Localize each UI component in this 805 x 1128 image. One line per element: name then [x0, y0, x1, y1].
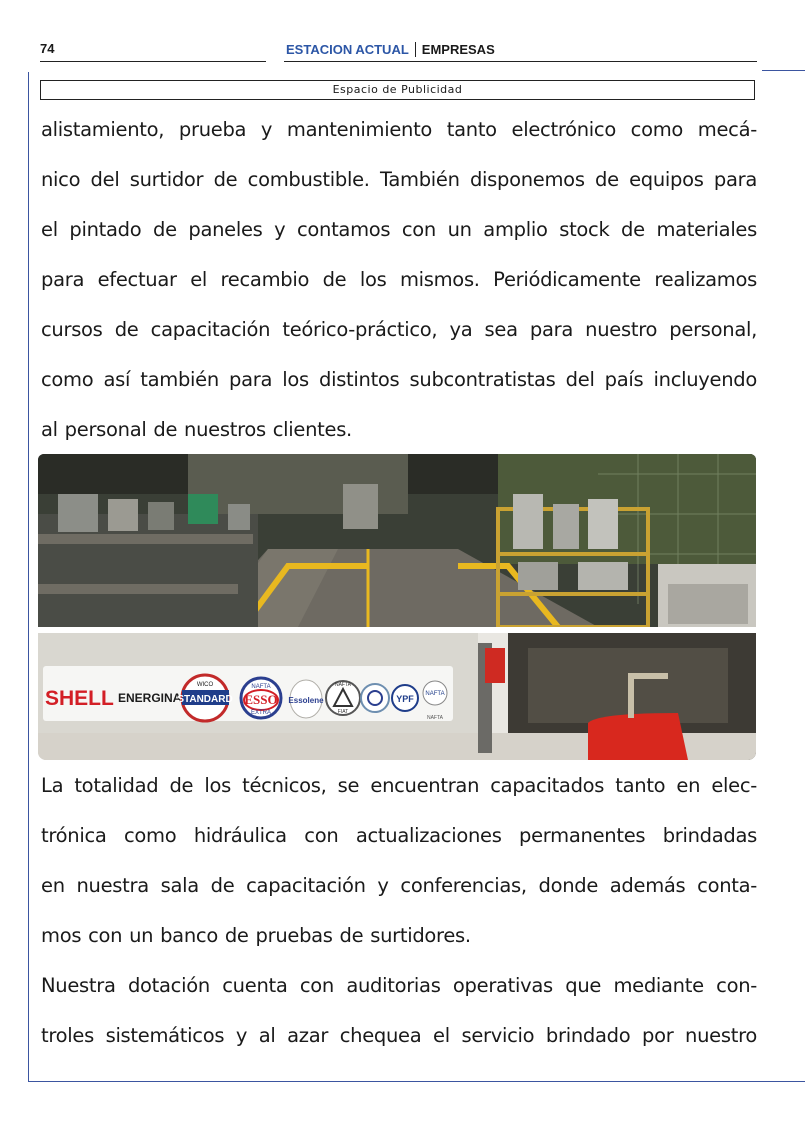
paragraph-1 — [41, 105, 757, 455]
paragraph-line: el pintado de paneles y contamos con un amplio stock de materiales — [41, 218, 757, 241]
ypf-logo — [392, 685, 418, 711]
workshop-photo — [38, 454, 756, 627]
nafta-fiat-logo-small: FIAT — [337, 709, 349, 715]
page-number: 74 — [40, 41, 55, 56]
section-subtitle: EMPRESAS — [421, 42, 495, 57]
nafta-fiat-logo-text: NAFTA — [334, 682, 352, 688]
header-rule-left — [40, 61, 266, 62]
paragraph-line: Nuestra dotación cuenta con auditorias operativas que mediante con- — [41, 974, 757, 997]
paragraph-line: en nuestra sala de capacitación y conferencias, donde además conta- — [41, 874, 757, 897]
nafta-ypf-logo-text: NAFTA — [425, 691, 445, 697]
shell-logo: SHELL — [45, 687, 114, 710]
standard-logo-small: WICO — [196, 682, 214, 688]
paragraph-3 — [41, 961, 757, 1061]
brand-logos-overlay — [38, 633, 478, 760]
essolene-logo-text: Essolene — [288, 696, 324, 705]
nafta-fiat-logo — [326, 681, 360, 715]
paragraph-line: alistamiento, prueba y mantenimiento tanto electrónico como mecá- — [41, 118, 757, 141]
section-title: ESTACION ACTUAL — [286, 42, 409, 57]
gas-del-estado-logo — [361, 684, 389, 712]
paragraph-line: trónica como hidráulica con actualizaciones permanentes brindadas — [41, 824, 757, 847]
nafta-ypf-logo-small: NAFTA — [426, 715, 444, 721]
paragraph-line: mos con un banco de pruebas de surtidores. — [41, 924, 471, 947]
workshop-photo-drawing — [38, 454, 756, 627]
standard-logo-text: STANDARD — [177, 694, 233, 705]
paragraph-line: cursos de capacitación teórico-práctico, ya sea para nuestro personal, — [41, 318, 757, 341]
header-separator — [415, 42, 416, 57]
frame-line-left — [28, 72, 29, 1082]
advertising-label: Espacio de Publicidad — [40, 80, 755, 100]
ypf-logo-text: YPF — [396, 694, 414, 704]
paragraph-line: al personal de nuestros clientes. — [41, 418, 352, 441]
header-rule-right — [284, 61, 757, 62]
energina-logo: ENERGINA — [118, 691, 182, 705]
frame-line-top — [762, 70, 805, 71]
paragraph-line: La totalidad de los técnicos, se encuentran capacitados tanto en elec- — [41, 774, 757, 797]
paragraph-line: nico del surtidor de combustible. También disponemos de equipos para — [41, 168, 757, 191]
paragraph-line: para efectuar el recambio de los mismos. Periódicamente realizamos — [41, 268, 757, 291]
paragraph-2 — [41, 761, 757, 961]
frame-line-bottom — [28, 1081, 805, 1082]
esso-logo — [241, 678, 281, 718]
paragraph-line: troles sistemáticos y al azar chequea el servicio brindado por nuestro — [41, 1024, 757, 1047]
running-header — [286, 42, 495, 57]
nafta-ypf-logo — [423, 681, 447, 721]
esso-logo-extra: EXTRA — [250, 710, 272, 716]
standard-logo — [177, 675, 232, 721]
paragraph-line: como así también para los distintos subcontratistas del país incluyendo — [41, 368, 757, 391]
essolene-logo — [288, 680, 324, 718]
esso-logo-text: ESSO — [244, 692, 278, 707]
esso-logo-small: NAFTA — [251, 684, 271, 690]
